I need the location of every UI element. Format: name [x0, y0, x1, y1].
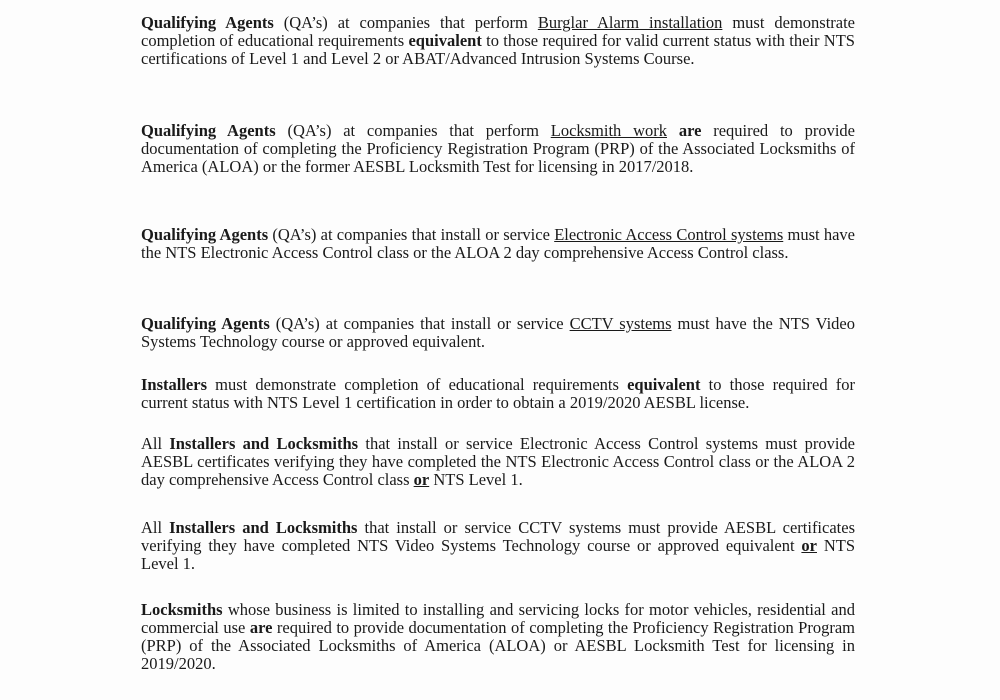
- term-cctv-systems: CCTV systems: [569, 314, 672, 333]
- term-or: or: [801, 536, 817, 555]
- text-segment: that install or service Electronic Access Control systems must provide AESBL certificates verifying they have completed the NTS Electronic Access Control class or the ALOA 2 day comprehensive Access Control class: [141, 434, 856, 489]
- text-segment: required to provide documentation of completing the Proficiency Registration Program (PRP) of the Associated Locksmiths of America (ALOA) or the former AESBL Locksmith Test for licensing in 2017/2018.: [141, 121, 855, 176]
- paragraph-qa-locksmith-work: [141, 122, 855, 176]
- term-are: are: [678, 121, 702, 140]
- text-segment: NTS Level 1.: [429, 470, 523, 489]
- term-installers: Installers: [141, 375, 207, 394]
- term-locksmith-work: Locksmith work: [550, 121, 668, 140]
- paragraph-installers-locksmiths-eac: [141, 435, 855, 489]
- term-qualifying-agents: Qualifying Agents: [141, 13, 274, 32]
- term-are: are: [249, 618, 273, 637]
- text-segment: All: [141, 434, 170, 453]
- text-segment: required to provide documentation of completing the Proficiency Registration Program (PRP) of the Associated Locksmiths of America (ALOA) or AESBL Locksmith Test for licensing in 2019/2020.: [141, 618, 856, 673]
- text-segment: must have the NTS Video Systems Technology course or approved equivalent.: [141, 314, 855, 351]
- text-segment: to those required for current status with NTS Level 1 certification in order to obtain a 2019/2020 AESBL license.: [141, 375, 855, 412]
- text-segment: [667, 121, 679, 140]
- term-qualifying-agents: Qualifying Agents: [141, 121, 276, 140]
- text-segment: (QA’s) at companies that perform: [275, 121, 551, 140]
- text-segment: must demonstrate completion of educational requirements: [141, 13, 856, 50]
- text-segment: NTS Level 1.: [141, 536, 856, 573]
- text-segment: that install or service CCTV systems must provide AESBL certificates verifying they have completed NTS Video Systems Technology course or approved equivalent: [141, 518, 855, 555]
- text-segment: must have the NTS Electronic Access Control class or the ALOA 2 day comprehensive Access Control class.: [141, 225, 855, 262]
- paragraph-installers: [141, 376, 855, 412]
- term-electronic-access-control-systems: Electronic Access Control systems: [554, 225, 784, 244]
- term-equivalent: equivalent: [408, 31, 482, 50]
- text-segment: (QA’s) at companies that install or service: [269, 314, 570, 333]
- term-locksmiths: Locksmiths: [141, 600, 223, 619]
- paragraph-qa-cctv: [141, 315, 855, 351]
- term-qualifying-agents: Qualifying Agents: [141, 314, 270, 333]
- text-segment: (QA’s) at companies that install or service: [268, 225, 555, 244]
- text-segment: All: [141, 518, 170, 537]
- paragraph-qa-electronic-access-control: [141, 226, 855, 262]
- text-segment: whose business is limited to installing and servicing locks for motor vehicles, residential and commercial use: [141, 600, 855, 637]
- term-equivalent: equivalent: [627, 375, 701, 394]
- paragraph-installers-locksmiths-cctv: [141, 519, 855, 573]
- text-segment: must demonstrate completion of educational requirements: [207, 375, 628, 394]
- term-installers-and-locksmiths: Installers and Locksmiths: [169, 434, 359, 453]
- term-or: or: [413, 470, 430, 489]
- term-burglar-alarm-installation: Burglar Alarm installation: [537, 13, 723, 32]
- paragraph-locksmiths: [141, 601, 855, 673]
- term-installers-and-locksmiths: Installers and Locksmiths: [169, 518, 358, 537]
- text-segment: (QA’s) at companies that perform: [273, 13, 538, 32]
- paragraph-qa-burglar-alarm: [141, 14, 855, 68]
- term-qualifying-agents: Qualifying Agents: [141, 225, 269, 244]
- text-segment: to those required for valid current status with their NTS certifications of Level 1 and Level 2 or ABAT/Advanced Intrusion Systems Course.: [141, 31, 855, 68]
